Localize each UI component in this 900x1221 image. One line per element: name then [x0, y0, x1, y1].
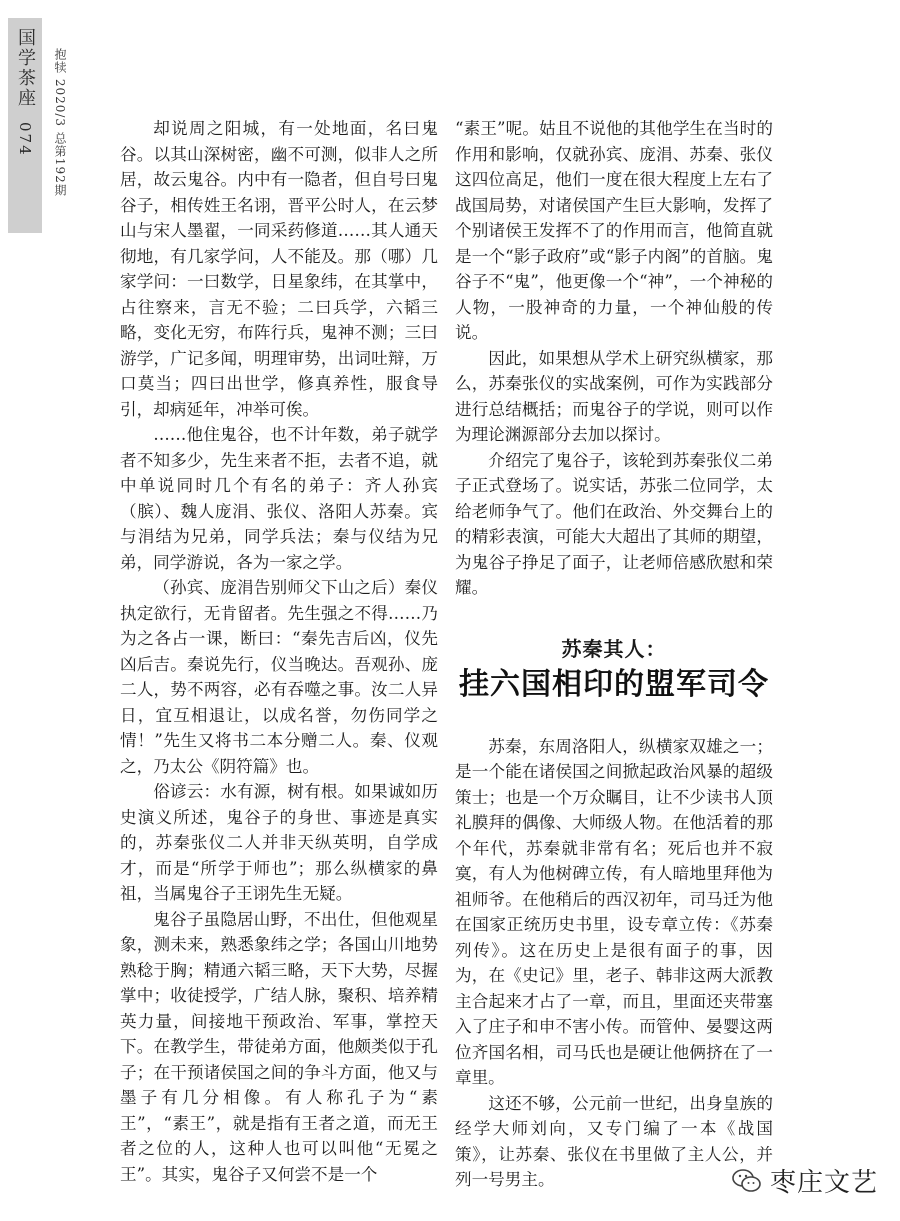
section-heading	[455, 636, 773, 702]
section-sidebar	[8, 18, 42, 233]
paragraph: （孙宾、庞涓告别师父下山之后）秦仪执定欲行，无肯留者。先生强之不得……乃为之各占一课，断曰：“秦先吉后凶，仪先凶后吉。秦说先行，仪当晚达。吾观孙、庞二人，势不两容，必有吞噬之事。汝二人异日，宜互相退让，以成名誉，勿伤同学之情！”先生又将书二本分赠二人。秦、仪观之，乃太公《阴符篇》也。	[120, 578, 438, 776]
issue-label: 抱犊 2020/3 总第192期	[53, 48, 67, 197]
paragraph: 因此，如果想从学术上研究纵横家，那么，苏秦张仪的实战案例，可作为实践部分进行总结概括；而鬼谷子的学说，则可以作为理论渊源部分去加以探讨。	[455, 348, 773, 444]
paragraph: 俗谚云：水有源，树有根。如果诚如历史演义所述，鬼谷子的身世、事迹是真实的，苏秦张仪二人并非天纵英明，自学成才，而是“所学于师也”；那么纵横家的鼻祖，当属鬼谷子王诩先生无疑。	[120, 782, 438, 903]
section-title: 国学茶座	[15, 28, 36, 108]
paragraph: 鬼谷子虽隐居山野，不出仕，但他观星象，测未来，熟悉象纬之学；各国山川地势熟稔于胸；精通六韬三略，天下大势，尽握掌中；收徒授学，广结人脉，聚积、培养精英力量，间接地干预政治、军事，掌控天下。在教学生，带徒弟方面，他颇类似于孔子；在干预诸侯国之间的争斗方面，他又与墨子有几分相像。有人称孔子为“素王”，“素王”，就是指有王者之道，而无王者之位的人，这种人也可以叫他“无冕之王”。其实，鬼谷子又何尝不是一个	[120, 909, 438, 1184]
paragraph: ……他住鬼谷，也不计年数，弟子就学者不知多少，先生来者不拒，去者不追，就中单说同时几个有名的弟子：齐人孙宾（膑）、魏人庞涓、张仪、洛阳人苏秦。宾与涓结为兄弟，同学兵法；秦与仪结为兄弟，同学游说，各为一家之学。	[120, 425, 438, 572]
left-column	[120, 116, 438, 1187]
paragraph: 介绍完了鬼谷子，该轮到苏秦张仪二弟子正式登场了。说实话，苏张二位同学，太给老师争气了。他们在政治、外交舞台上的的精彩表演，可能大大超出了其师的期望，为鬼谷子挣足了面子，让老师倍感欣慰和荣耀。	[455, 450, 773, 597]
paragraph: 苏秦，东周洛阳人，纵横家双雄之一；是一个能在诸侯国之间掀起政治风暴的超级策士；也是一个万众瞩目，让不少读书人顶礼膜拜的偶像、大师级人物。在他活着的那个年代，苏秦就非常有名；死后也并不寂寞，有人为他树碑立传，有人暗地里拜他为祖师爷。在他稍后的西汉初年，司马迁为他在国家正统历史书里，设专章立传：《苏秦列传》。这在历史上是很有面子的事，因为，在《史记》里，老子、韩非这两大派教主合起来才占了一章，而且，里面还夹带塞入了庄子和申不害小传。而管仲、晏婴这两位齐国名相，司马氏也是硬让他俩挤在了一章里。	[455, 736, 773, 1087]
paragraph: 却说周之阳城，有一处地面，名曰鬼谷。以其山深树密，幽不可测，似非人之所居，故云鬼谷。内中有一隐者，但自号曰鬼谷子，相传姓王名诩，晋平公时人，在云梦山与宋人墨翟，一同采药修道……其人通天彻地，有几家学问，人不能及。那（哪）几家学问：一曰数学，日星象纬，在其掌中，占往察来，言无不验；二曰兵学，六韬三略，变化无穷，布阵行兵，鬼神不测；三曰游学，广记多闻，明理审势，出词吐辩，万口莫当；四曰出世学，修真养性，服食导引，却病延年，冲举可俟。	[120, 119, 438, 419]
watermark-text: 枣庄文艺	[769, 1168, 878, 1198]
section-title-main: 挂六国相印的盟军司令	[459, 667, 769, 702]
paragraph-continuation: “素王”呢。姑且不说他的其他学生在当时的作用和影响，仅就孙宾、庞涓、苏秦、张仪这四位高足，他们一度在很大程度上左右了战国局势，对诸侯国产生巨大影响，发挥了个别诸侯王发挥不了的作用而言，他简直就是一个“影子政府”或“影子内阁”的首脑。鬼谷子不“鬼”，他更像一个“神”，一个神秘的人物，一股神奇的力量，一个神仙般的传说。	[455, 119, 773, 342]
right-column	[455, 116, 773, 1193]
page-number: 074	[16, 122, 34, 157]
section-subtitle: 苏秦其人：	[561, 636, 667, 661]
watermark	[732, 1162, 878, 1199]
paragraph: 这还不够，公元前一世纪，出身皇族的经学大师刘向，又专门编了一本《战国策》，让苏秦、张仪在书里做了主人公，并列一号男主。	[455, 1093, 773, 1189]
wechat-icon	[732, 1168, 762, 1194]
